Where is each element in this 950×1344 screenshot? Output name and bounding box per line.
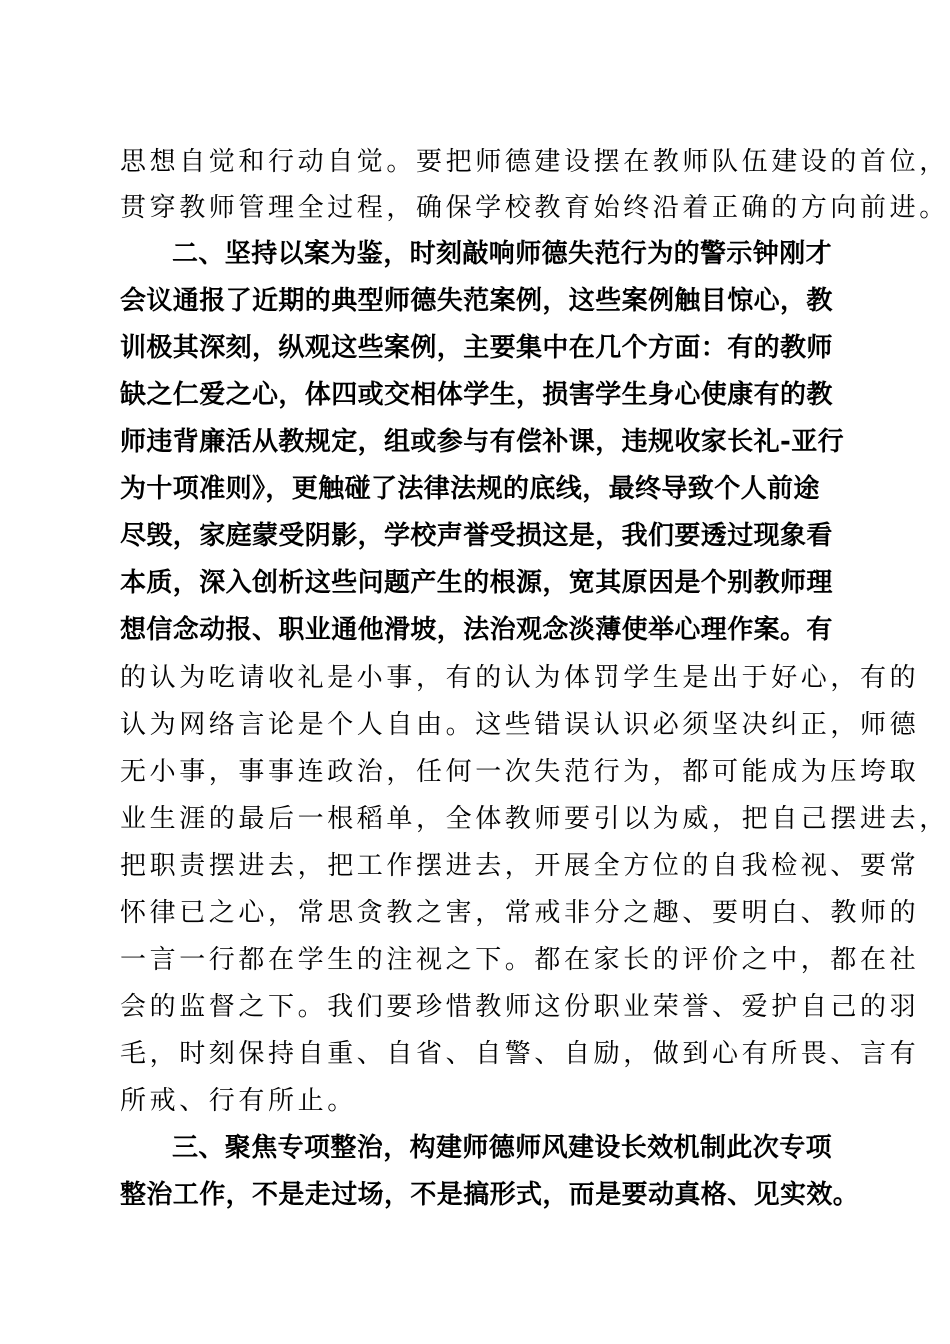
text-line: 会议通报了近期的典型师德失范案例，这些案例触目惊心，教 [120,286,833,316]
text-line: 为十项准则》，更触碰了法律法规的底线，最终导致个人前途 [120,474,820,504]
section-heading-3: 三、聚焦专项整治，构建师德师风建设长效机制此次专项 [172,1133,833,1163]
section-heading-2: 二、坚持以案为鉴，时刻敲响师德失范行为的警示钟刚才 [172,239,833,269]
text-line: 的认为吃请收礼是小事，有的认为体罚学生是出于好心，有的 [120,663,920,693]
text-line: 无小事，事事连政治，任何一次失范行为，都可能成为压垮取 [120,757,920,787]
text-line: 一言一行都在学生的注视之下。都在家长的评价之中，都在社 [120,945,920,975]
text-line: 怀律已之心，常思贪教之害，常戒非分之趣、要明白、教师的 [120,898,920,928]
text-line: 毛，时刻保持自重、自省、自警、自励，做到心有所畏、言有 [120,1039,920,1069]
text-line: 把职责摆进去，把工作摆进去，开展全方位的自我检视、要常 [120,851,920,881]
text-line: 本质，深入创析这些问题产生的根源，宽其原因是个别教师理 [120,568,833,598]
text-line: 认为网络言论是个人自由。这些错误认识必须坚决纠正，师德 [120,710,920,740]
text-line: 所戒、行有所止。 [120,1086,357,1116]
text-line: 业生涯的最后一根稻单，全体教师要引以为威，把自己摆进去， [120,804,949,834]
text-line: 想信念动报、职业通他滑坡，法治观念淡薄使举心理作案。有 [120,615,833,645]
text-line: 思想自觉和行动自觉。要把师德建设摆在教师队伍建设的首位， [120,147,949,177]
text-line: 整治工作，不是走过场，不是搞形式，而是要动真格、见实效。 [120,1180,860,1210]
text-line: 尽毁，家庭蒙受阴影，学校声誉受损这是，我们要透过现象看 [120,521,833,551]
text-line: 训极其深刻，纵观这些案例，主要集中在几个方面：有的教师 [120,333,833,363]
text-line: 缺之仁爱之心，体四或交相体学生，损害学生身心使康有的教 [120,380,833,410]
text-line: 会的监督之下。我们要珍惜教师这份职业荣誉、爱护自己的羽 [120,992,920,1022]
text-line: 师违背廉活从教规定，组或参与有偿补课，违规收家长礼-亚行 [120,427,844,457]
text-line: 贯穿教师管理全过程，确保学校教育始终沿着正确的方向前进。 [120,193,949,223]
